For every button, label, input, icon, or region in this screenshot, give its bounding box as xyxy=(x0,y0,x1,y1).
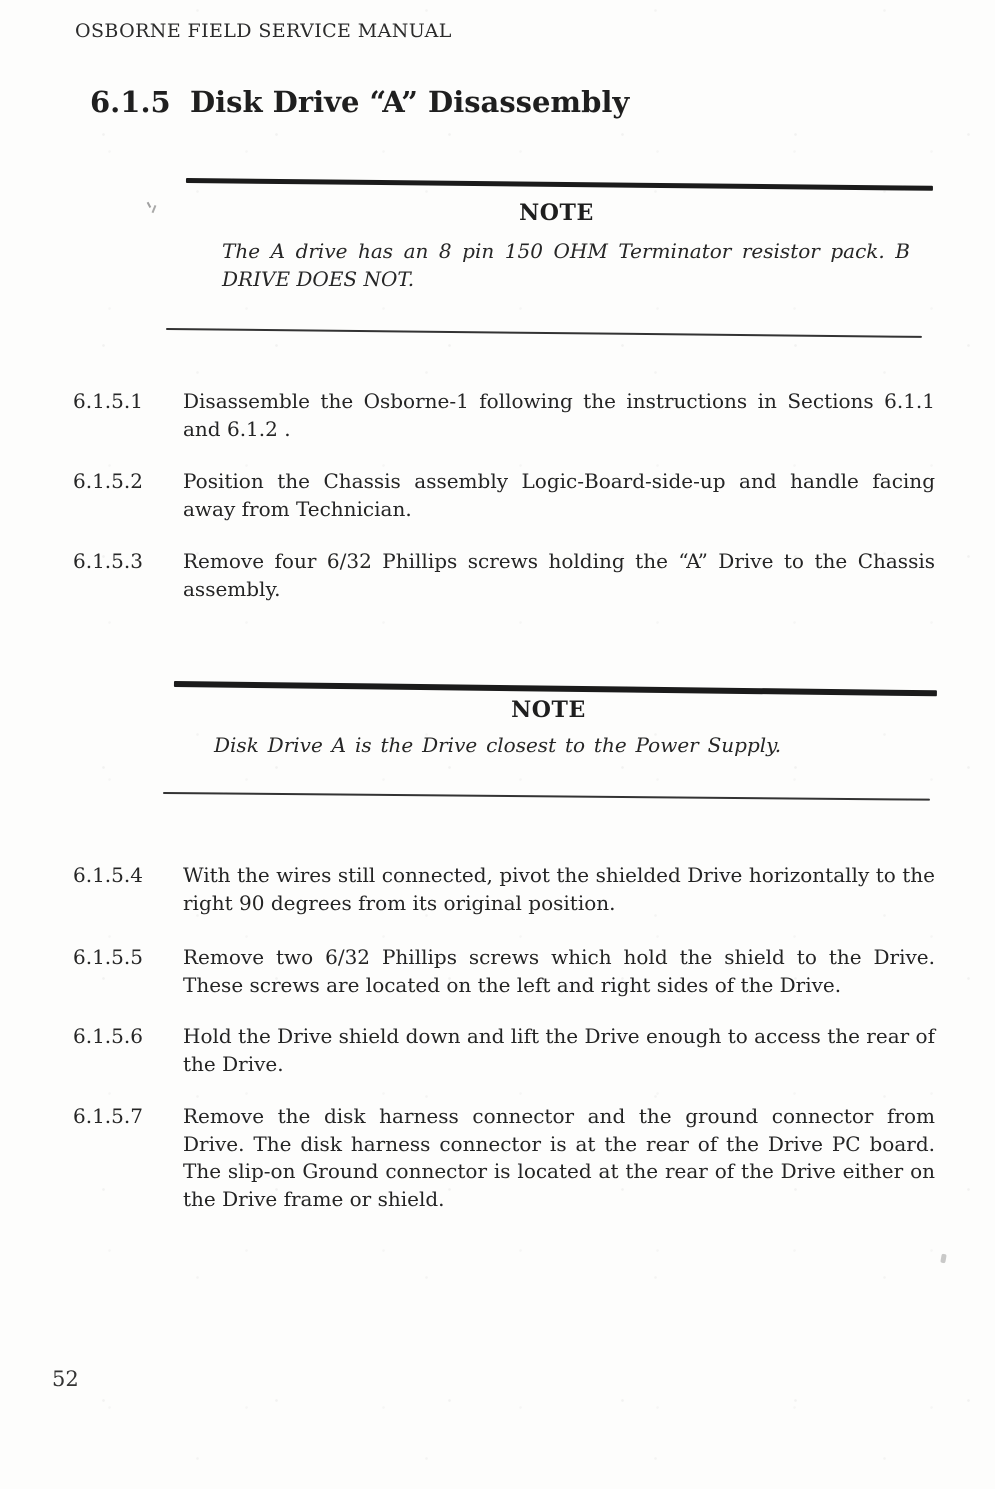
step-text: Position the Chassis assembly Logic-Board-side-up and handle facing away from Technician. xyxy=(183,469,935,521)
step-item xyxy=(73,388,935,443)
step-number: 6.1.5.6 xyxy=(73,1024,143,1048)
section-number: 6.1.5 xyxy=(90,85,171,119)
page-number: 52 xyxy=(52,1367,79,1391)
pen-mark-artifact xyxy=(146,200,160,216)
note1-title: NOTE xyxy=(519,200,594,226)
step-number: 6.1.5.5 xyxy=(73,945,143,969)
step-item xyxy=(73,862,935,917)
note2-bottom-rule xyxy=(163,792,930,801)
step-number: 6.1.5.7 xyxy=(73,1104,143,1128)
note1-top-rule xyxy=(186,178,933,191)
step-number: 6.1.5.4 xyxy=(73,863,143,887)
step-item xyxy=(73,944,935,999)
step-item xyxy=(73,1103,935,1213)
section-heading xyxy=(90,85,629,119)
note2-body: Disk Drive A is the Drive closest to the Power Supply. xyxy=(214,733,782,757)
step-number: 6.1.5.2 xyxy=(73,469,143,493)
step-text: Hold the Drive shield down and lift the Drive enough to access the rear of the Drive. xyxy=(183,1024,935,1076)
step-number: 6.1.5.1 xyxy=(73,389,143,413)
scan-smudge-artifact xyxy=(940,1254,946,1264)
step-number: 6.1.5.3 xyxy=(73,549,143,573)
step-item xyxy=(73,548,935,603)
step-text: Remove two 6/32 Phillips screws which hold the shield to the Drive. These screws are located on the left and right sides of the Drive. xyxy=(183,945,935,997)
step-text: With the wires still connected, pivot the shielded Drive horizontally to the right 90 degrees from its original position. xyxy=(183,863,935,915)
step-item xyxy=(73,1023,935,1078)
step-text: Remove the disk harness connector and the ground connector from Drive. The disk harness connector is at the rear of the Drive PC board. The slip-on Ground connector is located at the rear of the Drive either on the Drive frame or shield. xyxy=(183,1104,935,1211)
note1-body: The A drive has an 8 pin 150 OHM Terminator resistor pack. B DRIVE DOES NOT. xyxy=(222,239,910,291)
section-title: Disk Drive “A” Disassembly xyxy=(190,85,630,119)
note1-bottom-rule xyxy=(166,328,922,338)
note2-title: NOTE xyxy=(511,697,586,723)
manual-header: OSBORNE FIELD SERVICE MANUAL xyxy=(75,20,452,42)
note2-top-rule xyxy=(174,681,937,696)
step-text: Remove four 6/32 Phillips screws holding the “A” Drive to the Chassis assembly. xyxy=(183,549,935,601)
step-item xyxy=(73,468,935,523)
step-text: Disassemble the Osborne-1 following the instructions in Sections 6.1.1 and 6.1.2 . xyxy=(183,389,935,441)
